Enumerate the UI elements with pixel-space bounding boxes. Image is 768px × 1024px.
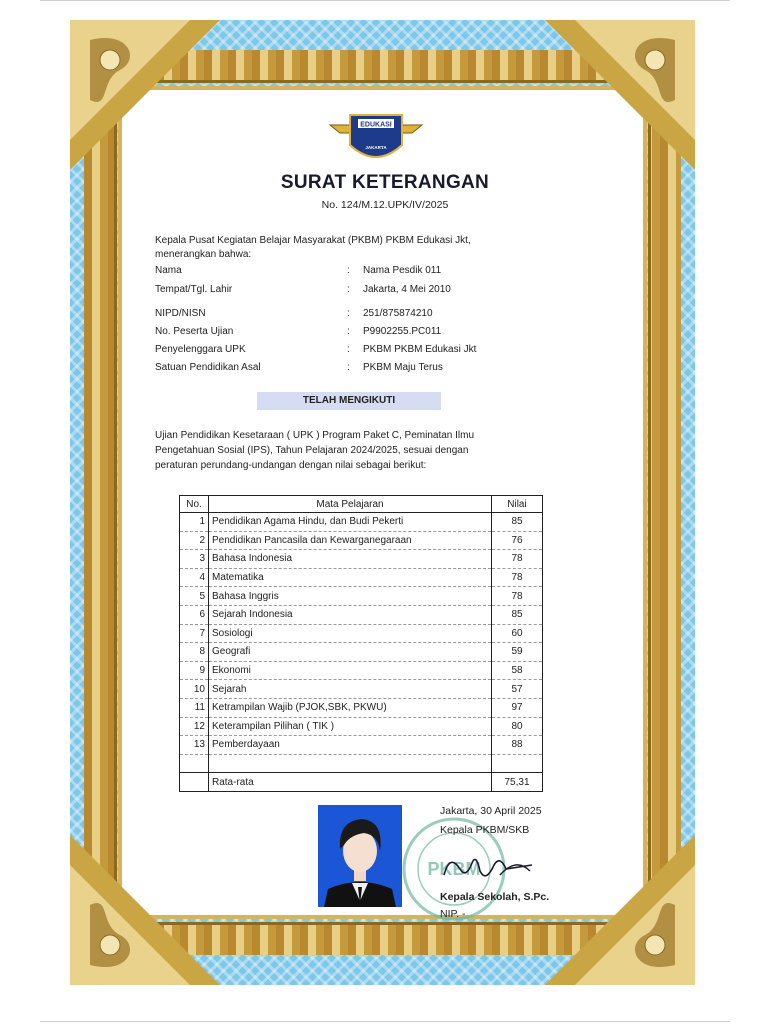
field-colon: : [347, 265, 350, 276]
table-row [180, 680, 543, 699]
field-value: Nama Pesdik 011 [363, 265, 442, 276]
document-number: No. 124/M.12.UPK/IV/2025 [321, 199, 449, 211]
row-subject: Sejarah [209, 680, 492, 699]
field-label: Satuan Pendidikan Asal [155, 362, 261, 373]
field-row-birth [155, 284, 575, 298]
row-subject: Pendidikan Pancasila dan Kewarganegaraan [209, 531, 492, 550]
row-subject: Sosiologi [209, 624, 492, 643]
row-no: 8 [180, 643, 209, 662]
average-value: 75,31 [492, 773, 543, 792]
row-score: 58 [492, 661, 543, 680]
signature-nip: NIP. - [440, 908, 466, 920]
table-blank-row [180, 754, 543, 773]
field-label: No. Peserta Ujian [155, 326, 234, 337]
header-no: No. [180, 496, 209, 513]
row-subject: Bahasa Indonesia [209, 550, 492, 569]
field-value: P9902255.PC011 [363, 326, 442, 337]
row-no: 10 [180, 680, 209, 699]
section-banner: TELAH MENGIKUTI [257, 392, 441, 410]
exam-description [155, 428, 575, 473]
field-colon: : [347, 362, 350, 373]
row-no: 2 [180, 531, 209, 550]
row-subject: Pemberdayaan [209, 736, 492, 755]
field-colon: : [347, 284, 350, 295]
field-label: Tempat/Tgl. Lahir [155, 284, 233, 295]
row-score: 85 [492, 513, 543, 532]
table-row [180, 513, 543, 532]
header-score: Nilai [492, 496, 543, 513]
average-label: Rata-rata [209, 773, 492, 792]
row-no: 3 [180, 550, 209, 569]
row-score: 88 [492, 736, 543, 755]
row-subject: Sejarah Indonesia [209, 605, 492, 624]
table-header-row [180, 496, 543, 513]
page-bottom-rule [40, 1021, 730, 1022]
row-no: 4 [180, 568, 209, 587]
row-no: 9 [180, 661, 209, 680]
row-score: 78 [492, 587, 543, 606]
table-row [180, 736, 543, 755]
intro-line-1: Kepala Pusat Kegiatan Belajar Masyarakat (PKBM) PKBM Edukasi Jkt, [155, 235, 471, 246]
table-average-row [180, 773, 543, 792]
row-score: 78 [492, 550, 543, 569]
row-subject: Matematika [209, 568, 492, 587]
field-value: Jakarta, 4 Mei 2010 [363, 284, 451, 295]
page-top-rule [40, 0, 730, 1]
field-row-exam-number [155, 326, 575, 340]
row-subject: Bahasa Inggris [209, 587, 492, 606]
field-colon: : [347, 326, 350, 337]
stamp-text: PKBM [427, 859, 481, 879]
row-no: 5 [180, 587, 209, 606]
logo-text-bottom: JAKARTA [365, 145, 387, 150]
field-colon: : [347, 344, 350, 355]
table-row [180, 605, 543, 624]
intro-text [155, 234, 565, 262]
table-row [180, 587, 543, 606]
header-subject: Mata Pelajaran [209, 496, 492, 513]
field-value: PKBM PKBM Edukasi Jkt [363, 344, 477, 355]
description-line-2: Pengetahuan Sosial (IPS), Tahun Pelajaran 2024/2025, sesuai dengan [155, 445, 469, 456]
grades-table [179, 495, 543, 792]
signature-place-date: Jakarta, 30 April 2025 [440, 805, 542, 817]
table-row [180, 643, 543, 662]
field-row-origin-school [155, 362, 575, 376]
table-row [180, 550, 543, 569]
table-row [180, 624, 543, 643]
row-no: 1 [180, 513, 209, 532]
row-no: 13 [180, 736, 209, 755]
field-label: NIPD/NISN [155, 308, 206, 319]
row-subject: Ketrampilan Wajib (PJOK,SBK, PKWU) [209, 698, 492, 717]
row-subject: Keterampilan Pilihan ( TIK ) [209, 717, 492, 736]
document-title: SURAT KETERANGAN [280, 172, 490, 193]
row-score: 97 [492, 698, 543, 717]
intro-line-2: menerangkan bahwa: [155, 249, 252, 260]
row-no: 7 [180, 624, 209, 643]
description-line-1: Ujian Pendidikan Kesetaraan ( UPK ) Program Paket C, Peminatan Ilmu [155, 430, 475, 441]
table-row [180, 568, 543, 587]
table-row [180, 698, 543, 717]
row-score: 76 [492, 531, 543, 550]
field-label: Nama [155, 265, 182, 276]
row-score: 80 [492, 717, 543, 736]
table-row [180, 717, 543, 736]
logo-text-top: EDUKASI [360, 121, 392, 129]
field-row-organizer [155, 344, 575, 358]
blank-cell [180, 754, 209, 773]
field-colon: : [347, 308, 350, 319]
field-label: Penyelenggara UPK [155, 344, 246, 355]
row-score: 60 [492, 624, 543, 643]
row-score: 59 [492, 643, 543, 662]
row-no: 6 [180, 605, 209, 624]
row-subject: Pendidikan Agama Hindu, dan Budi Pekerti [209, 513, 492, 532]
average-no-cell [180, 773, 209, 792]
signature-role: Kepala PKBM/SKB [440, 824, 530, 836]
table-row [180, 661, 543, 680]
school-logo [328, 111, 424, 169]
row-score: 78 [492, 568, 543, 587]
description-line-3: peraturan perundang-undangan dengan nilai sebagai berikut: [155, 460, 427, 471]
row-no: 11 [180, 698, 209, 717]
row-score: 85 [492, 605, 543, 624]
field-value: 251/875874210 [363, 308, 433, 319]
certificate-content [150, 105, 620, 935]
field-value: PKBM Maju Terus [363, 362, 443, 373]
field-row-nipd [155, 308, 575, 322]
row-no: 12 [180, 717, 209, 736]
blank-cell [492, 754, 543, 773]
blank-cell [209, 754, 492, 773]
table-row [180, 531, 543, 550]
row-subject: Ekonomi [209, 661, 492, 680]
row-score: 57 [492, 680, 543, 699]
handwritten-signature [440, 845, 540, 889]
row-subject: Geografi [209, 643, 492, 662]
student-photo [318, 805, 402, 907]
field-row-name [155, 265, 575, 279]
signature-name: Kepala Sekolah, S.Pc. [440, 891, 550, 903]
